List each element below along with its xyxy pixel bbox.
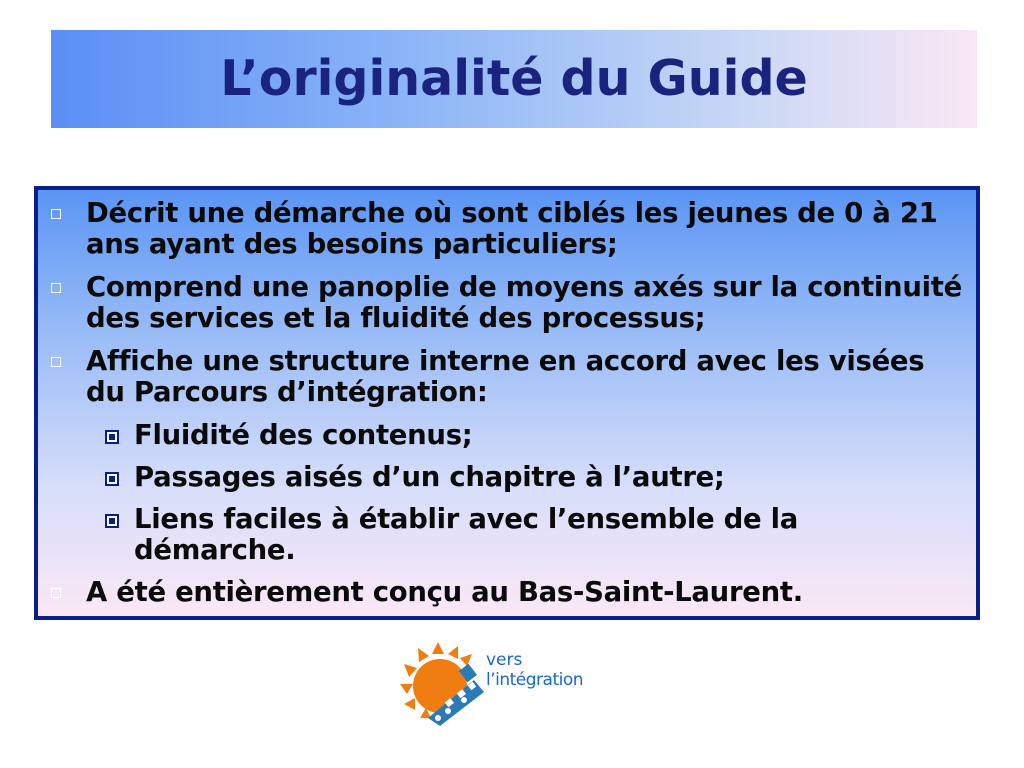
sun-train-logo-icon — [398, 640, 488, 726]
bullet-text: Affiche une structure interne en accord avec les visées du Parcours d’intégration: — [86, 345, 925, 408]
hollow-square-bullet-icon — [51, 283, 61, 293]
filled-square-bullet-icon — [105, 430, 119, 444]
hollow-square-bullet-icon — [51, 588, 61, 598]
title-banner — [51, 30, 977, 128]
logo-line-vers: vers — [486, 650, 523, 670]
sub-bullet-text: Passages aisés d’un chapitre à l’autre; — [134, 461, 725, 493]
sub-bullet-item — [38, 420, 976, 451]
vers-integration-logo — [398, 640, 588, 726]
bullet-list — [38, 198, 976, 620]
bullet-item — [38, 198, 976, 260]
bullet-item — [38, 346, 976, 408]
filled-square-bullet-icon — [105, 472, 119, 486]
logo-wordmark — [486, 650, 583, 690]
bullet-text: A été entièrement conçu au Bas-Saint-Laurent. — [86, 576, 803, 608]
sub-bullet-item — [38, 462, 976, 493]
bullet-text: Comprend une panoplie de moyens axés sur la continuité des services et la fluidité des processus; — [86, 271, 962, 334]
sub-bullet-text: Fluidité des contenus; — [134, 419, 473, 451]
hollow-square-bullet-icon — [51, 357, 61, 367]
filled-square-bullet-icon — [105, 514, 119, 528]
bullet-item — [38, 272, 976, 334]
sub-bullet-item — [38, 504, 976, 566]
slide-title: L’originalité du Guide — [220, 50, 808, 107]
hollow-square-bullet-icon — [51, 209, 61, 219]
bullet-text: Décrit une démarche où sont ciblés les jeunes de 0 à 21 ans ayant des besoins particuliers; — [86, 197, 938, 260]
bullet-item — [38, 577, 976, 608]
sub-bullet-text: Liens faciles à établir avec l’ensemble de la démarche. — [134, 503, 799, 566]
logo-line-integration: l’intégration — [486, 670, 584, 690]
content-box — [34, 186, 980, 620]
